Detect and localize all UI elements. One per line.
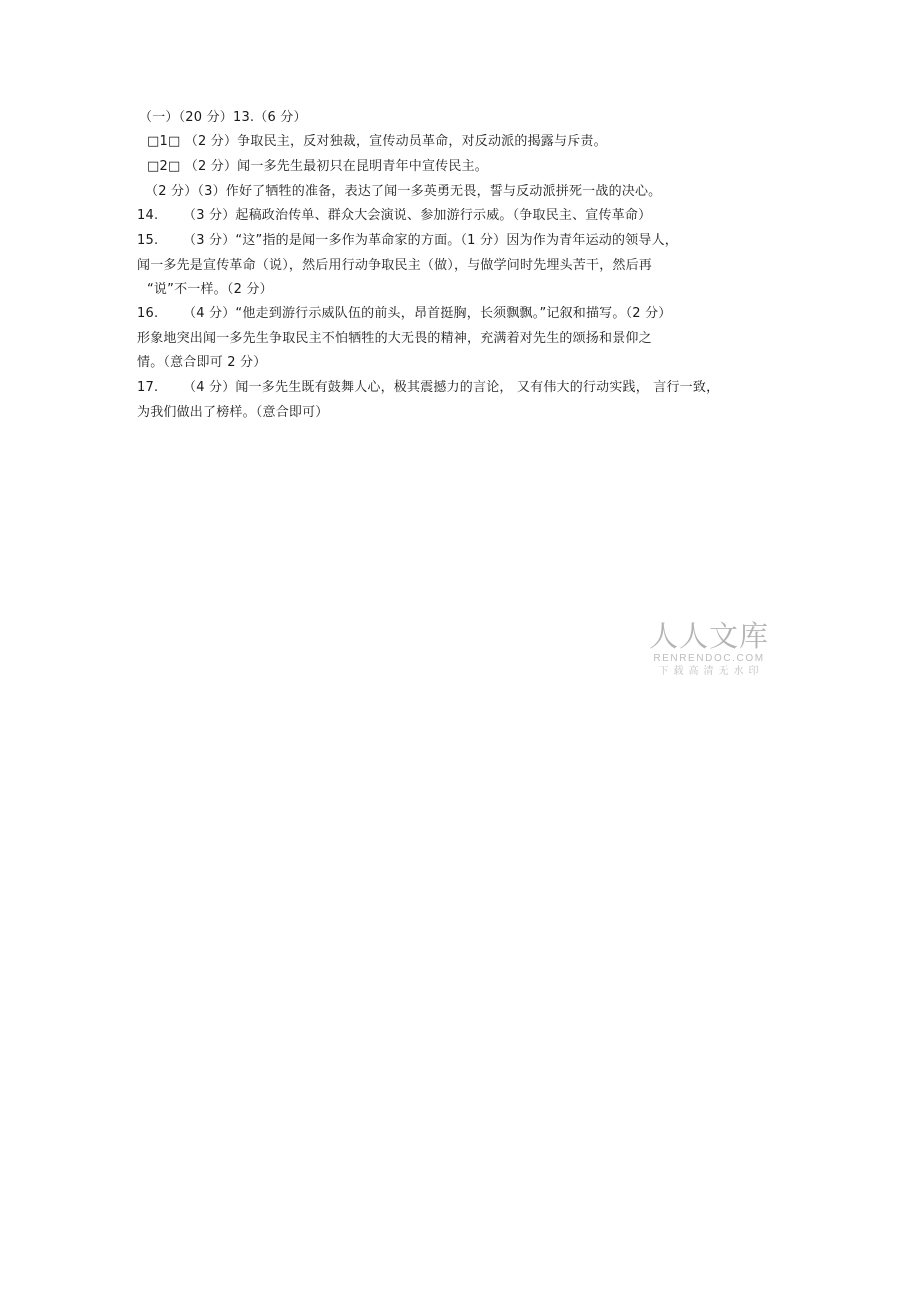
question-17 (137, 379, 719, 397)
question-17-number: 17. (137, 380, 159, 395)
watermark-tagline: 下载高清无水印 (658, 666, 764, 677)
question-15-number: 15. (137, 233, 159, 248)
question-14-text: （3 分）起稿政治传单、群众大会演说、参加游行示威。（争取民主、宣传革命） (183, 208, 652, 223)
question-17-text: （4 分）闻一多先生既有鼓舞人心，极其震撼力的言论， 又有伟大的行动实践， 言行一致， (183, 380, 720, 395)
question-15-line-2: 闻一多先是宣传革命（说），然后用行动争取民主（做），与做学问时先埋头苦干，然后再 (137, 258, 653, 273)
question-14-number: 14. (137, 208, 159, 223)
question-16-text: （4 分）“他走到游行示威队伍的前头，昂首挺胸，长须飘飘。”记叙和描写。（2 分） (183, 306, 672, 321)
watermark-title: 人人文库 (648, 619, 769, 653)
watermark-domain: RENRENDOC.COM (653, 653, 765, 664)
answer-line-3: □2□ （2 分）闻一多先生最初只在昆明青年中宣传民主。 (147, 159, 488, 174)
answer-line-1: （一）（20 分）13.（6 分） (139, 110, 307, 125)
question-15 (137, 232, 678, 250)
question-16-number: 16. (137, 306, 159, 321)
question-17-line-2: 为我们做出了榜样。（意合即可） (137, 405, 329, 420)
watermark-logo (646, 620, 772, 679)
answer-line-2: □1□ （2 分）争取民主，反对独裁，宣传动员革命，对反动派的揭露与斥责。 (147, 134, 607, 149)
question-16 (137, 305, 671, 323)
question-16-line-3: 情。（意合即可 2 分） (137, 355, 267, 370)
question-16-line-2: 形象地突出闻一多先生争取民主不怕牺牲的大无畏的精神，充满着对先生的颂扬和景仰之 (137, 331, 652, 346)
question-14 (137, 207, 651, 225)
question-15-line-3: “说”不一样。（2 分） (147, 282, 273, 297)
question-15-text: （3 分）“这”指的是闻一多作为革命家的方面。（1 分）因为作为青年运动的领导人， (183, 233, 678, 248)
answer-line-4: （2 分）（3）作好了牺牲的准备，表达了闻一多英勇无畏，誓与反动派拼死一战的决心。 (145, 184, 662, 199)
